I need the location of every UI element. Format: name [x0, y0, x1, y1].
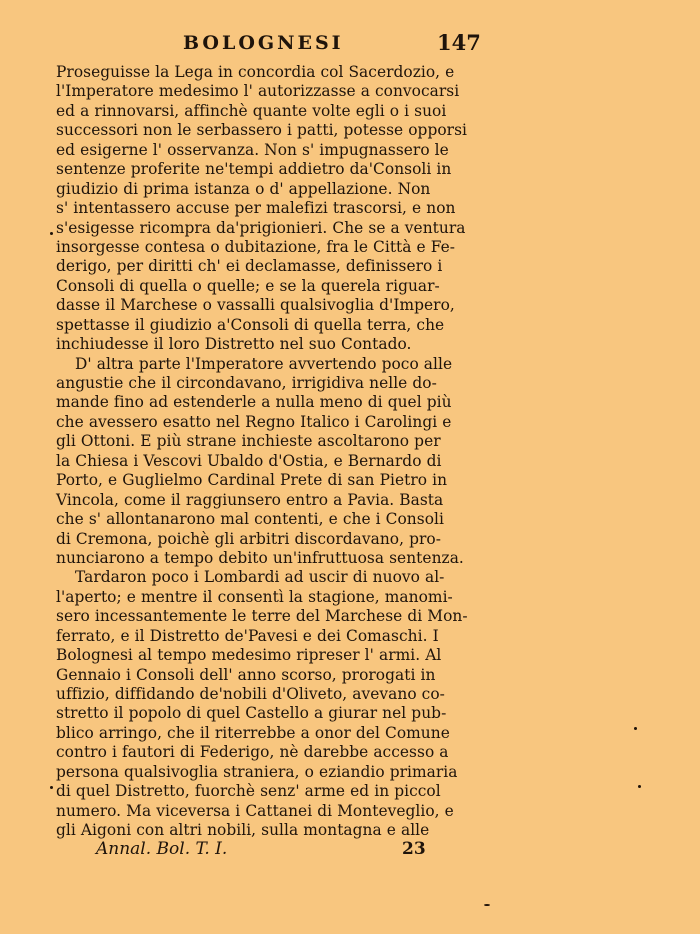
text-line: gli Aigoni con altri nobili, sulla montagna e alle [56, 821, 430, 840]
text-line: Consoli di quella o quelle; e se la querela riguar- [56, 276, 440, 295]
text-line: di Cremona, poichè gli arbitri discordavano, pro- [56, 529, 441, 548]
text-line: sero incessantemente le terre del Marchese di Mon- [56, 607, 468, 626]
text-line: Gennaio i Consoli dell' anno scorso, prorogati in [56, 665, 436, 684]
ink-speck [50, 232, 53, 235]
running-title: BOLOGNESI [183, 32, 344, 54]
text-line: dasse il Marchese o vassalli qualsivoglia d'Impero, [56, 296, 455, 315]
text-line: l'aperto; e mentre il consentì la stagione, manomi- [56, 587, 453, 606]
text-line: mande fino ad estenderle a nulla meno di quel più [56, 393, 452, 412]
text-line: uffizio, diffidando de'nobili d'Oliveto, avevano co- [56, 685, 445, 703]
text-line: giudizio di prima istanza o d' appellazione. Non [56, 179, 431, 198]
text-line: sentenze proferite ne'tempi addietro da'Consoli in [56, 160, 452, 179]
paragraph-start-line: Tardaron poco i Lombardi ad uscir di nuovo al- [75, 568, 445, 587]
text-line: inchiudesse il loro Distretto nel suo Contado. [56, 335, 412, 354]
text-line: ferrato, e il Distretto de'Pavesi e dei Comaschi. I [56, 626, 439, 645]
text-line: Porto, e Guglielmo Cardinal Prete di san Pietro in [56, 471, 448, 490]
text-line: ed esigerne l' osservanza. Non s' impugnassero le [56, 140, 449, 159]
text-line: stretto il popolo di quel Castello a giurar nel pub- [56, 704, 447, 723]
text-line: ed a rinnovarsi, affinchè quante volte egli o i suoi [56, 101, 447, 120]
text-line: s'esigesse ricompra da'prigionieri. Che se a ventura [56, 218, 466, 237]
text-line: blico arringo, che il riterrebbe a onor del Comune [56, 723, 450, 742]
text-line: gli Ottoni. E più strane inchieste ascoltarono per [56, 432, 441, 451]
text-line: di quel Distretto, fuorchè senz' arme ed in piccol [56, 782, 441, 801]
paragraph-start-line: D' altra parte l'Imperatore avvertendo poco alle [75, 354, 453, 373]
text-line: che avessero esatto nel Regno Italico i Carolingi e [56, 412, 452, 431]
text-line: insorgesse contesa o dubitazione, fra le Città e Fe- [56, 237, 456, 256]
text-line: la Chiesa i Vescovi Ubaldo d'Ostia, e Bernardo di [56, 451, 442, 470]
text-line: spettasse il giudizio a'Consoli di quella terra, che [56, 315, 445, 334]
body-text [56, 63, 488, 841]
text-line: che s' allontanarono mal contenti, e che i Consoli [56, 510, 444, 529]
text-line: successori non le serbassero i patti, potesse opporsi [56, 121, 467, 140]
text-line: derigo, per diritti ch' ei declamasse, definissero i [56, 257, 443, 276]
text-line: numero. Ma viceversa i Cattanei di Monteveglio, e [56, 801, 454, 820]
text-line: contro i fautori di Federigo, nè darebbe accesso a [56, 743, 449, 762]
text-line: Vincola, come il raggiunsero entro a Pavia. Basta [56, 490, 444, 509]
text-line: persona qualsivoglia straniera, o eziandio primaria [56, 762, 458, 781]
text-line: nunciarono a tempo debito un'infruttuosa sentenza. [56, 548, 464, 567]
ink-speck [634, 727, 637, 730]
ink-speck [638, 785, 641, 788]
footer-signature: Annal. Bol. T. I. [96, 839, 228, 859]
text-line: s' intentassero accuse per malefizi trascorsi, e non [56, 199, 456, 218]
text-line: Proseguisse la Lega in concordia col Sacerdozio, e [56, 63, 455, 81]
text-line: Bolognesi al tempo medesimo ripreser l' armi. Al [56, 646, 442, 665]
ink-speck [484, 904, 490, 906]
footer-quire-number: 23 [402, 839, 426, 859]
text-line: l'Imperatore medesimo l' autorizzasse a convocarsi [56, 82, 460, 101]
text-line: angustie che il circondavano, irrigidiva nelle do- [56, 374, 437, 392]
ink-speck [50, 786, 53, 789]
page-number: 147 [437, 30, 481, 55]
